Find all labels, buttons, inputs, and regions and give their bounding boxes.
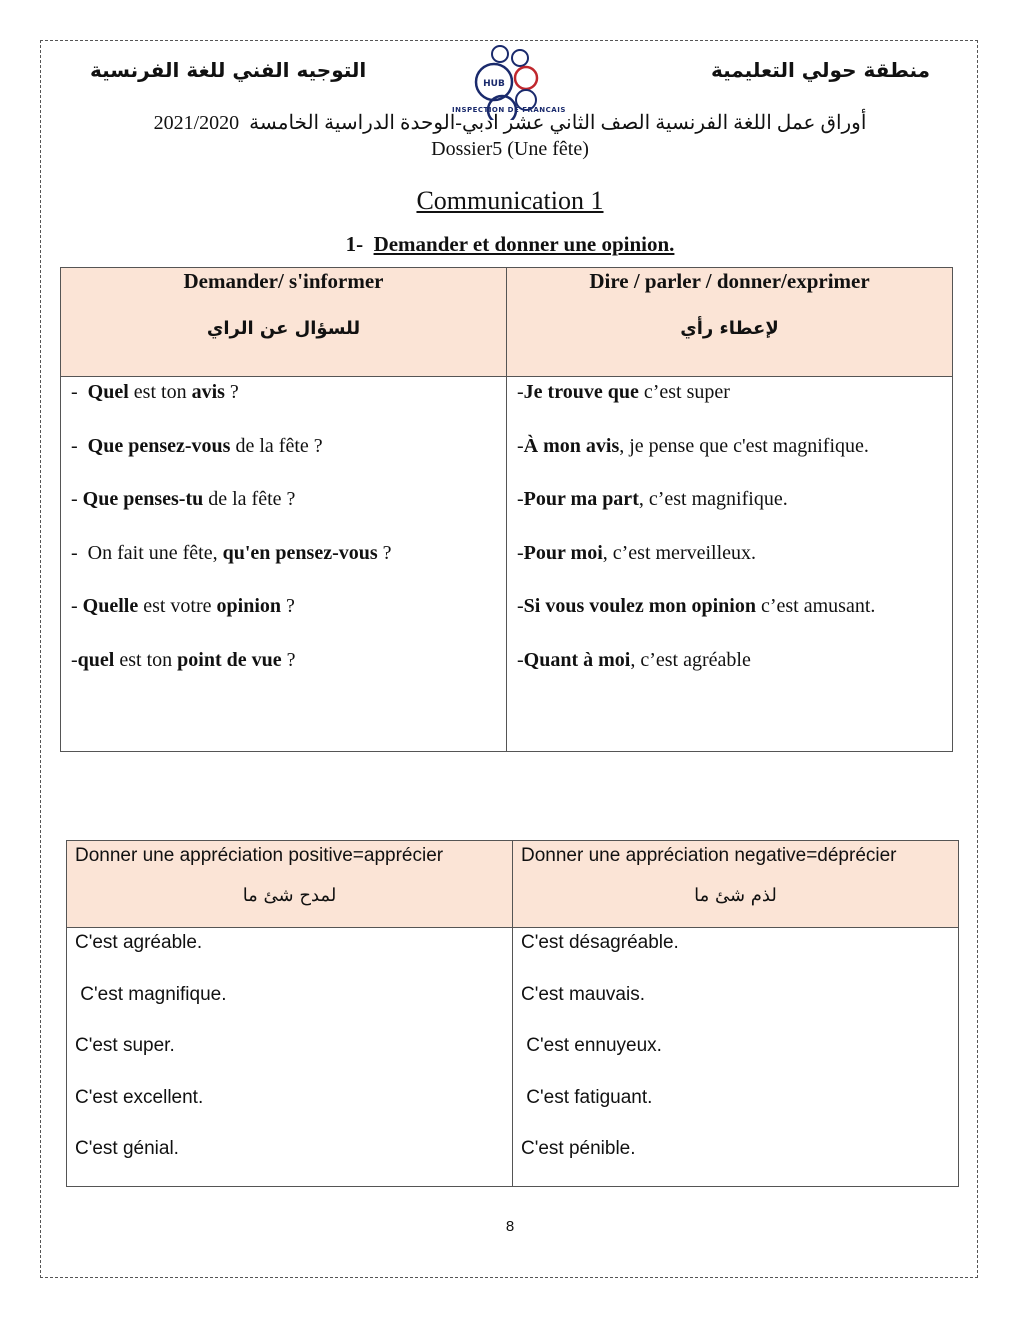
list-item: C'est ennuyeux. [521, 1035, 662, 1056]
department-name: التوجيه الفني للغة الفرنسية [90, 58, 367, 82]
list-item [71, 591, 496, 645]
negative-header-ar: لذم شئ ما [694, 885, 777, 906]
list-item: C'est agréable. [75, 932, 203, 953]
item-prefix: - [517, 595, 524, 617]
list-item [71, 484, 496, 538]
list-item: C'est super. [75, 1035, 175, 1056]
key-phrase: Que penses-tu [82, 488, 204, 510]
item-text: On fait une fête, [87, 541, 223, 564]
communication-title: Communication 1 [416, 186, 604, 215]
list-item [71, 645, 496, 699]
key-phrase: Pour moi [523, 541, 603, 564]
negative-header [513, 841, 959, 928]
key-phrase: point de vue [177, 648, 282, 671]
key-phrase: Je trouve que [523, 381, 639, 403]
item-text: ? [224, 381, 239, 403]
negative-header-fr: Donner une appréciation negative=déprécier [521, 845, 897, 866]
list-item: C'est pénible. [521, 1138, 636, 1159]
key-phrase: opinion [216, 595, 282, 617]
list-item [517, 377, 942, 431]
ask-opinion-header-ar: للسؤال عن الراي [206, 318, 361, 339]
item-prefix: - [517, 648, 524, 671]
section-number: 1- [345, 232, 364, 256]
section-heading: Demander et donner une opinion. [373, 232, 675, 256]
key-phrase: qu'en pensez-vous [222, 541, 378, 564]
item-text: de la fête ? [230, 434, 323, 457]
item-prefix: - [71, 648, 78, 671]
list-item [71, 431, 496, 485]
give-opinion-header-fr: Dire / parler / donner/exprimer [589, 269, 870, 293]
list-item [71, 538, 496, 592]
subtitle-arabic: أوراق عمل اللغة الفرنسية الصف الثاني عشر ادبي-الوحدة الدراسية الخامسة [249, 112, 867, 134]
key-phrase: Pour ma part [523, 488, 639, 510]
item-text: ? [377, 541, 392, 564]
item-text: est ton [114, 648, 178, 671]
positive-header-fr: Donner une appréciation positive=apprécier [75, 845, 444, 866]
give-opinion-header-ar: لإعطاء رأي [680, 318, 779, 339]
negative-list [513, 928, 959, 1187]
list-item [517, 591, 942, 645]
item-text: , c’est agréable [630, 648, 751, 671]
key-phrase: Que pensez-vous [87, 434, 231, 457]
key-phrase: Quel [87, 381, 129, 403]
logo-text: HUB [483, 79, 505, 89]
item-prefix: - [517, 541, 524, 564]
logo-circle [515, 67, 537, 89]
district-name: منطقة حولي التعليمية [710, 58, 930, 82]
item-prefix: - [517, 381, 524, 403]
ask-opinion-header [61, 268, 507, 377]
list-item: C'est génial. [75, 1138, 179, 1159]
list-item [517, 431, 942, 485]
item-prefix: - [517, 488, 524, 510]
key-phrase: À mon avis [523, 434, 620, 457]
list-item [517, 484, 942, 538]
section-title [0, 232, 1020, 257]
key-phrase: quel [77, 648, 115, 671]
list-item: C'est désagréable. [521, 932, 679, 953]
item-text: est ton [128, 381, 192, 403]
key-phrase: Quant à moi [523, 648, 631, 671]
item-prefix: - [71, 541, 88, 564]
positive-list [67, 928, 513, 1187]
item-text: est votre [138, 595, 217, 617]
item-text: c’est super [638, 381, 730, 403]
item-text: ? [281, 595, 295, 617]
item-text: ? [281, 648, 296, 671]
give-opinion-header [507, 268, 953, 377]
positive-header [67, 841, 513, 928]
list-item [517, 538, 942, 592]
item-text: c’est amusant. [755, 595, 876, 617]
opinion-table [60, 267, 953, 752]
appreciation-table [66, 840, 959, 1187]
list-item: C'est mauvais. [521, 983, 646, 1005]
list-item: C'est magnifique. [75, 983, 227, 1005]
item-prefix: - [71, 595, 83, 617]
item-prefix: - [71, 488, 83, 510]
key-phrase: Quelle [82, 595, 139, 617]
positive-header-ar: لمدح شئ ما [242, 885, 337, 906]
worksheet-subtitle [0, 110, 1020, 135]
item-prefix: - [517, 434, 524, 457]
logo-circle [492, 46, 508, 62]
logo-circle [512, 50, 528, 66]
list-item: C'est fatiguant. [521, 1086, 653, 1108]
item-prefix: - [71, 434, 88, 457]
key-phrase: Si vous voulez mon opinion [523, 595, 756, 617]
item-text: de la fête ? [203, 488, 296, 510]
page-number: 8 [505, 1218, 515, 1235]
dossier-title: Dossier5 (Une fête) [431, 138, 589, 160]
list-item: C'est excellent. [75, 1086, 204, 1108]
list-item [71, 377, 496, 431]
school-year: 2021/2020 [153, 112, 240, 134]
logo-caption: INSPECTION DE FRANCAIS [452, 106, 566, 114]
item-text: , je pense que c'est magnifique. [619, 434, 869, 457]
ask-opinion-header-fr: Demander/ s'informer [183, 269, 384, 293]
list-item [517, 645, 942, 699]
ask-opinion-list [61, 377, 507, 752]
item-prefix: - [71, 381, 88, 403]
key-phrase: avis [191, 381, 225, 403]
give-opinion-list [507, 377, 953, 752]
item-text: , c’est merveilleux. [602, 541, 757, 564]
item-text: , c’est magnifique. [638, 488, 788, 510]
